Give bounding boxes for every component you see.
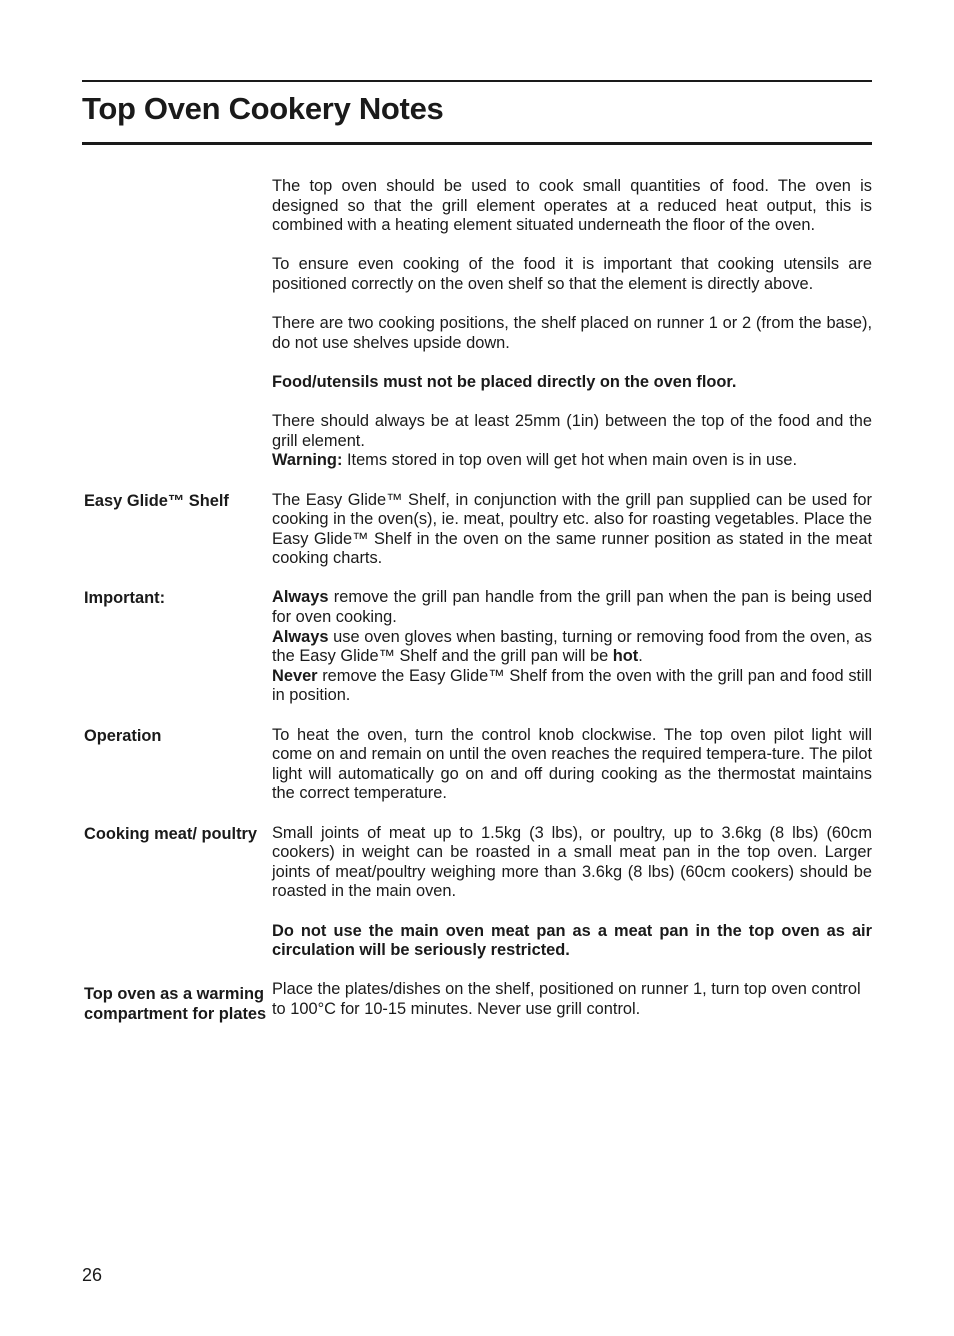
intro-paragraph-1: The top oven should be used to cook small quantities of food. The oven is designed so that the grill element operates at a reduced heat output, this is combined with a heating element situated underneath the floor of the oven. [272, 177, 872, 235]
section-operation [84, 726, 872, 804]
easy-glide-text: The Easy Glide™ Shelf, in conjunction with the grill pan supplied can be used for cooking in the oven(s), ie. meat, poultry etc. also for roasting vegetables. Place the Easy Glide™ Shelf in the oven on the same runner position as stated in the meat cooking charts. [272, 490, 872, 568]
intro-grill-distance: There should always be at least 25mm (1in) between the top of the food and the grill element. [272, 412, 872, 450]
warning-label: Warning: [272, 451, 343, 470]
section-intro [84, 177, 872, 471]
important-text [272, 588, 872, 706]
never-label: Never [272, 666, 318, 685]
important-label: Important: [84, 589, 166, 608]
always-label: Always [272, 627, 329, 646]
page-title: Top Oven Cookery Notes [82, 91, 444, 126]
section-easy-glide [84, 491, 872, 569]
always-gloves-text: use oven gloves when basting, turning or removing food from the oven, as the Easy Glide™ Shelf and the grill pan will be [272, 627, 872, 666]
easy-glide-label: Easy Glide™ Shelf [84, 491, 229, 510]
cooking-meat-label: Cooking meat/ poultry [84, 824, 258, 843]
operation-text: To heat the oven, turn the control knob clockwise. The top oven pilot light will come on and remain on until the oven reaches the required tempera-ture. The pilot light will automatically go on and off during cooking as the thermostat maintains the correct temperature. [272, 725, 872, 803]
period: . [638, 647, 643, 666]
always-handle-text: remove the grill pan handle from the grill pan when the pan is being used for oven cooking. [272, 588, 872, 627]
intro-floor-notice: Food/utensils must not be placed directly on the oven floor. [272, 372, 737, 391]
section-body [272, 726, 872, 804]
section-body [272, 824, 872, 961]
warming-label: Top oven as a warming compartment for plates [84, 985, 267, 1023]
section-warming [84, 980, 872, 1024]
section-cooking-meat [84, 824, 872, 961]
always-label: Always [272, 588, 329, 607]
section-body [272, 588, 872, 706]
content [84, 177, 872, 1044]
intro-paragraph-5 [272, 412, 872, 471]
page-number: 26 [82, 1265, 103, 1285]
hot-word: hot [612, 647, 639, 666]
warning-text: Items stored in top oven will get hot when main oven is in use. [342, 451, 798, 470]
section-body [272, 491, 872, 569]
intro-paragraph-2: To ensure even cooking of the food it is important that cooking utensils are positioned correctly on the oven shelf so that the element is directly above. [272, 255, 872, 293]
section-label [84, 177, 272, 471]
section-body [272, 980, 872, 1024]
section-important [84, 588, 872, 706]
operation-label: Operation [84, 726, 162, 745]
cooking-meat-text: Small joints of meat up to 1.5kg (3 lbs), or poultry, up to 3.6kg (8 lbs) (60cm cookers) in weight can be roasted in a small meat pan in the top oven. Larger joints of meat/poultry weighing more than 3.6kg (8 lbs) (60cm cookers) should be roasted in the main oven. [272, 823, 872, 901]
title-rule-top [82, 80, 872, 82]
section-body [272, 177, 872, 471]
title-rule-bottom [82, 142, 872, 145]
cooking-meat-warning: Do not use the main oven meat pan as a meat pan in the top oven as air circulation will be seriously restricted. [272, 921, 872, 960]
intro-paragraph-3: There are two cooking positions, the shelf placed on runner 1 or 2 (from the base), do not use shelves upside down. [272, 314, 872, 352]
warming-text: Place the plates/dishes on the shelf, positioned on runner 1, turn top oven control to 100°C for 10-15 minutes. Never use grill control. [272, 980, 861, 1018]
never-text: remove the Easy Glide™ Shelf from the oven with the grill pan and food still in position. [272, 666, 872, 705]
